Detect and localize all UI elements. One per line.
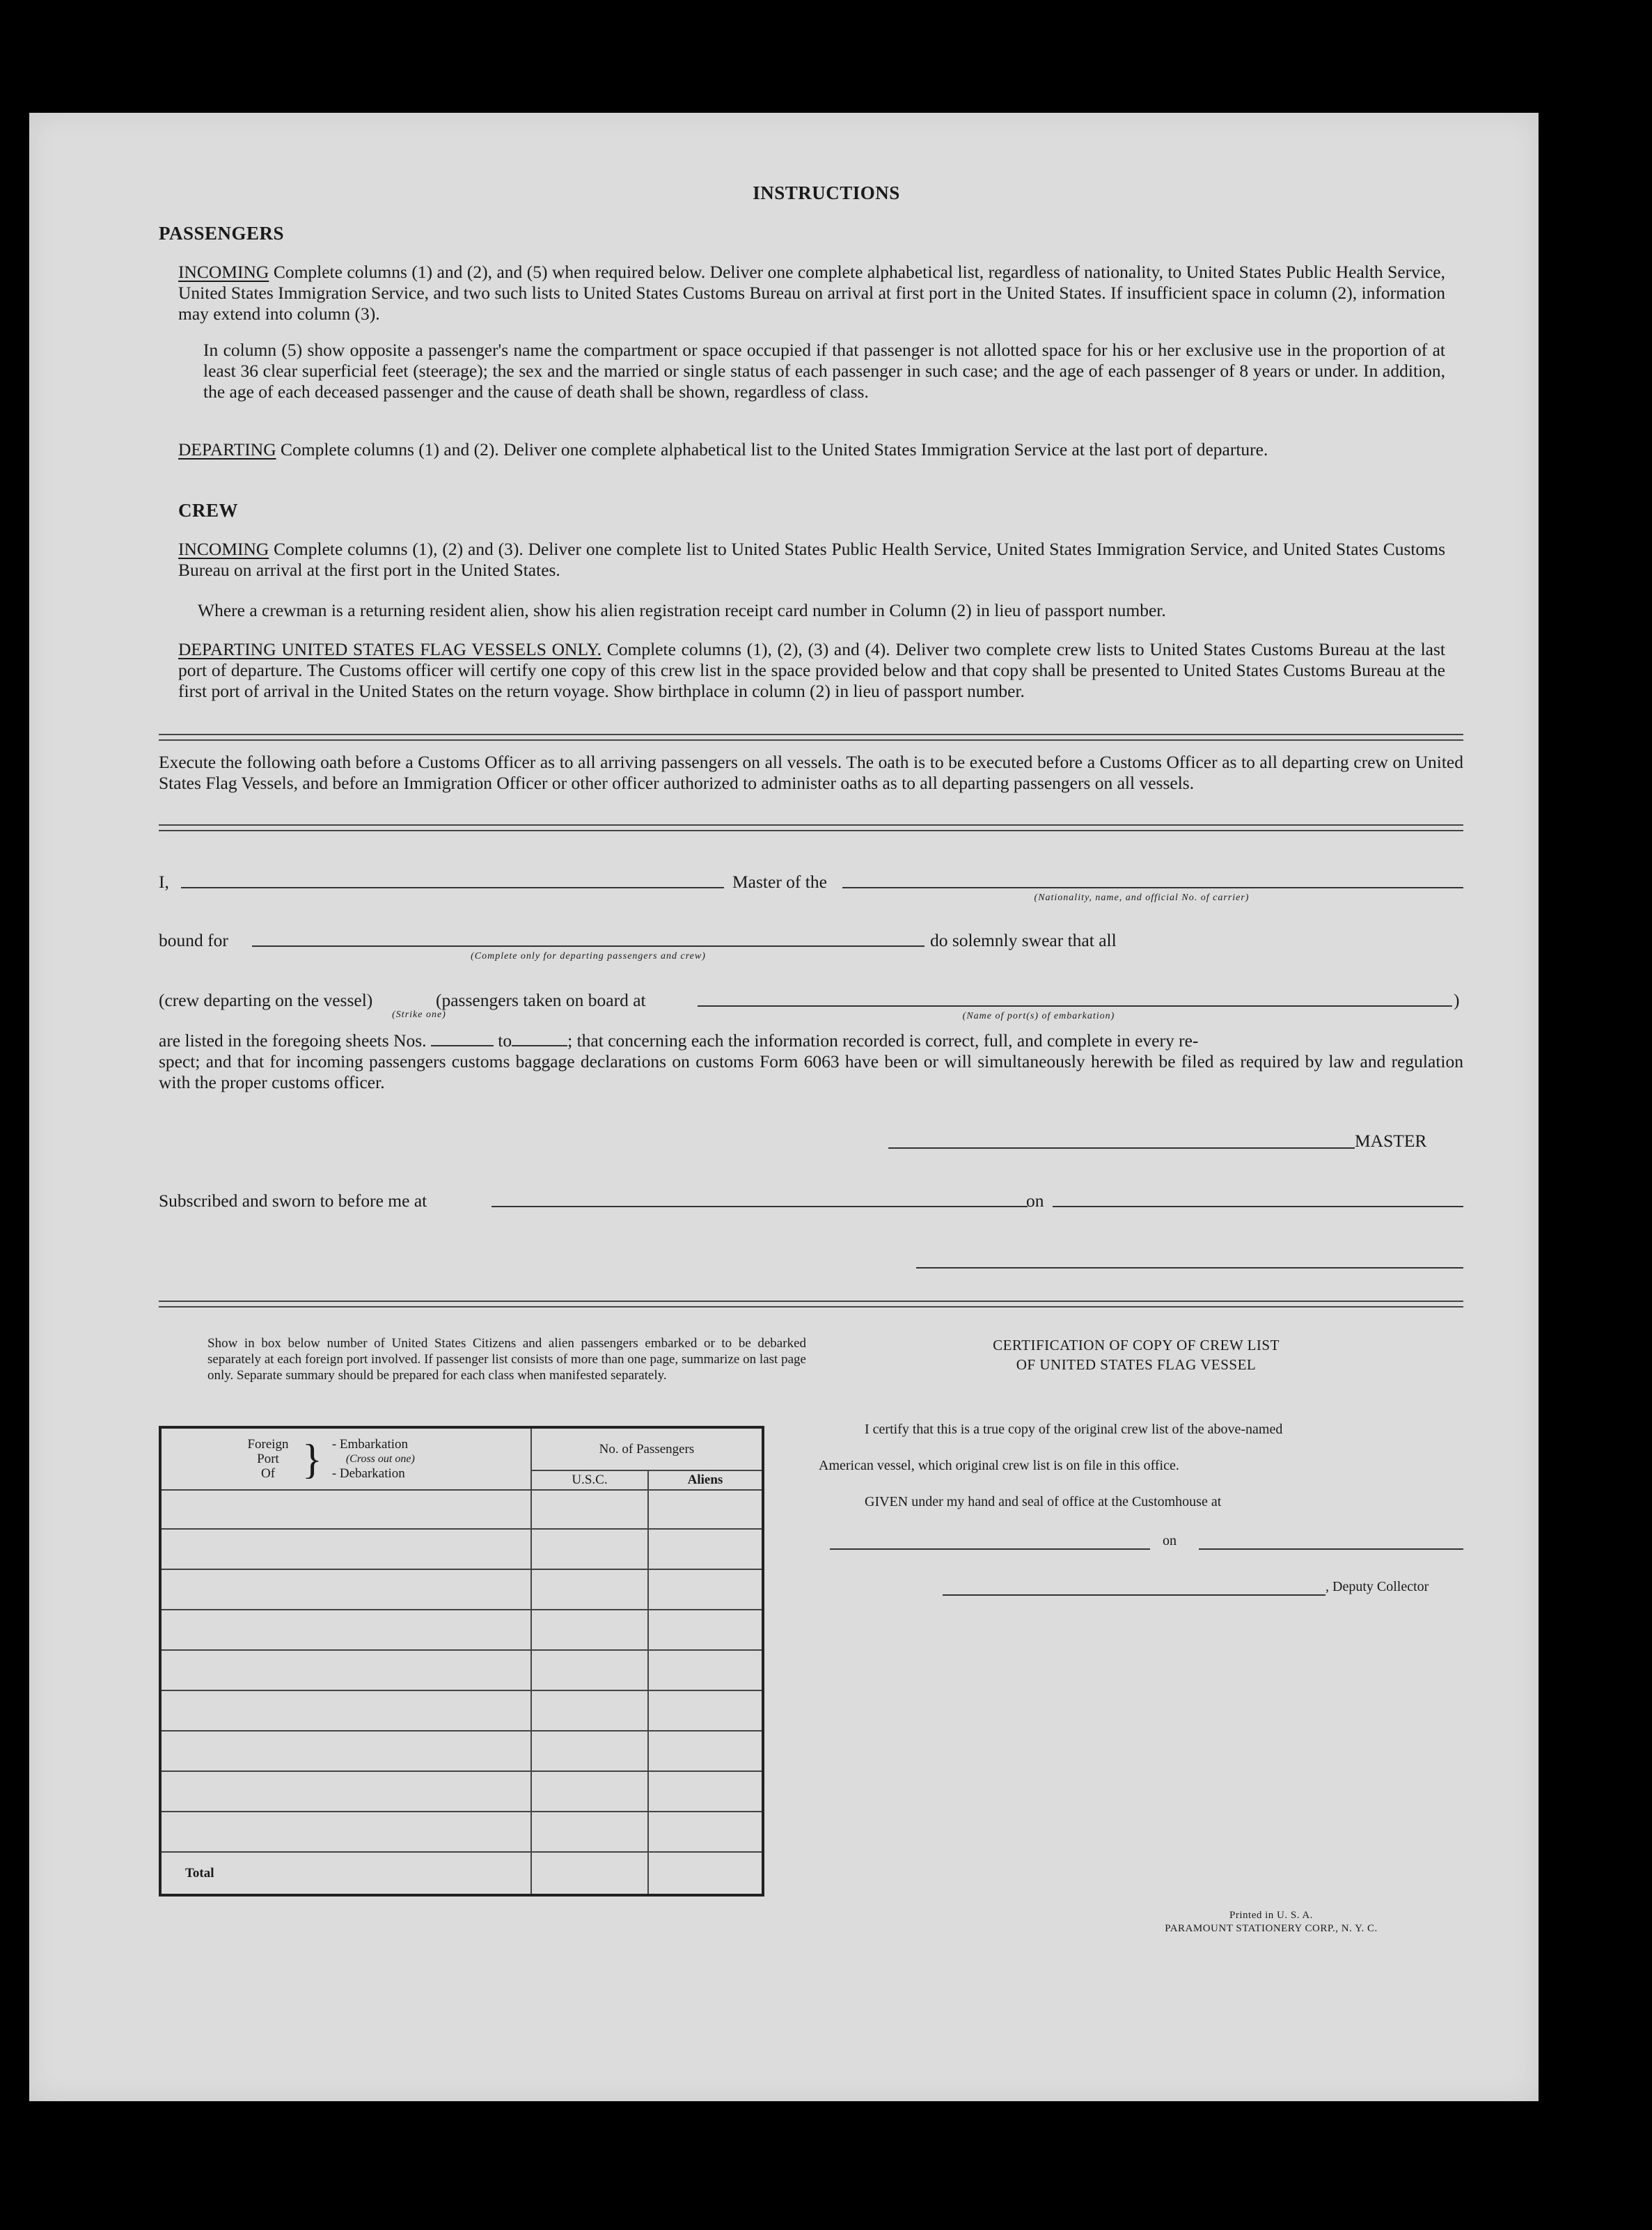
embarkation-ports-line[interactable] <box>698 1005 1452 1007</box>
brace: } <box>302 1436 322 1482</box>
bound-caption: (Complete only for departing passengers and crew) <box>471 951 706 961</box>
usc-cell[interactable] <box>531 1812 648 1852</box>
close-paren: ) <box>1454 990 1460 1010</box>
crew-resident-paragraph: Where a crewman is a returning resident alien, show his alien registration receipt card number in Column (2) in lieu of passport number. <box>198 600 1166 620</box>
certification-title <box>892 1335 1380 1374</box>
aliens-cell[interactable] <box>648 1650 763 1690</box>
cross-out-caption: (Cross out one) <box>345 1453 415 1465</box>
passengers-heading: PASSENGERS <box>159 223 285 244</box>
sheet-to-field[interactable] <box>512 1045 567 1046</box>
aliens-cell[interactable] <box>648 1731 763 1771</box>
certify-line1: I certify that this is a true copy of the original crew list of the above-named <box>865 1422 1283 1437</box>
master-of-label: Master of the <box>732 872 827 892</box>
officer-signature-line[interactable] <box>916 1267 1463 1269</box>
usc-cell[interactable] <box>531 1650 648 1690</box>
listed-rest: spect; and that for incoming passengers customs baggage declarations on customs Form 6063 have been or will simultaneously herewith be filed as required by law and regulation with the proper customs officer. <box>159 1051 1463 1092</box>
port-label: Port <box>257 1452 279 1466</box>
crew-departing-text: Complete columns (1), (2), (3) and (4). Deliver two complete crew lists to United States Customs Bureau at the last port of departure. The Customs officer will certify one copy of this crew list in the space provided below and that copy shall be presented to United States Customs Bureau at the first port of arrival in the United States on the return voyage. Show birthplace in column (2) in lieu of passport number. <box>178 639 1445 701</box>
aliens-cell[interactable] <box>648 1610 763 1650</box>
port-cell[interactable] <box>160 1529 531 1569</box>
carrier-caption: (Nationality, name, and official No. of carrier) <box>1034 893 1250 903</box>
aliens-cell[interactable] <box>648 1690 763 1731</box>
subscribed-on-label: on <box>1026 1191 1044 1211</box>
port-cell[interactable] <box>160 1650 531 1690</box>
usc-cell[interactable] <box>531 1529 648 1569</box>
aliens-header: Aliens <box>648 1470 763 1490</box>
crew-incoming-paragraph <box>178 539 1445 581</box>
total-label: Total <box>160 1852 531 1895</box>
listed-text-b: ; that concerning each the information recorded is correct, full, and complete in every re- <box>567 1030 1199 1051</box>
master-signature-line[interactable] <box>888 1147 1355 1149</box>
form-sheet <box>29 113 1539 2101</box>
oath-i-label: I, <box>159 872 169 892</box>
listed-line <box>159 1030 1463 1051</box>
given-text: GIVEN under my hand and seal of office at the Customhouse at <box>865 1494 1222 1509</box>
deputy-collector-label: , Deputy Collector <box>1325 1579 1429 1594</box>
foreign-label: Foreign <box>247 1437 289 1452</box>
divider <box>159 734 1463 741</box>
no-passengers-header: No. of Passengers <box>531 1427 763 1470</box>
aliens-cell[interactable] <box>648 1771 763 1812</box>
divider <box>159 1301 1463 1308</box>
usc-cell[interactable] <box>531 1569 648 1610</box>
subscribed-date-line[interactable] <box>1053 1206 1463 1207</box>
passengers-incoming-text: Complete columns (1) and (2), and (5) when required below. Deliver one complete alphabetical list, regardless of nationality, to United States Public Health Service, United States Immigration Service, and two such lists to United States Customs Bureau on arrival at first port in the United States. If insufficient space in column (2), information may extend into column (3). <box>178 262 1445 324</box>
certification-title-line1: CERTIFICATION OF COPY OF CREW LIST <box>993 1337 1280 1353</box>
printer-line2: PARAMOUNT STATIONERY CORP., N. Y. C. <box>1165 1923 1378 1934</box>
passengers-taken-option: (passengers taken on board at <box>436 990 646 1010</box>
port-cell[interactable] <box>160 1771 531 1812</box>
swear-text: do solemnly swear that all <box>930 930 1117 950</box>
crew-departing-paragraph <box>178 639 1445 702</box>
aliens-cell[interactable] <box>648 1490 763 1529</box>
certification-title-line2: OF UNITED STATES FLAG VESSEL <box>1016 1356 1257 1373</box>
printer-line1: Printed in U. S. A. <box>1229 1910 1313 1921</box>
bound-for-line[interactable] <box>252 945 925 947</box>
passengers-departing-label: DEPARTING <box>178 439 276 460</box>
certify-line2: American vessel, which original crew list is on file in this office. <box>819 1458 1179 1473</box>
port-cell[interactable] <box>160 1731 531 1771</box>
deputy-signature-line[interactable] <box>943 1594 1325 1596</box>
usc-cell[interactable] <box>531 1610 648 1650</box>
aliens-cell[interactable] <box>648 1529 763 1569</box>
customhouse-line[interactable] <box>830 1548 1150 1550</box>
master-label: MASTER <box>1355 1131 1427 1151</box>
port-cell[interactable] <box>160 1490 531 1529</box>
oath-intro: Execute the following oath before a Customs Officer as to all arriving passengers on all vessels. The oath is to be executed before a Customs Officer as to all departing crew on United States Flag Vessels, and before an Immigration Officer or other officer authorized to administer oaths as to all departing passengers on all vessels. <box>159 752 1463 793</box>
debarkation-option[interactable]: - Debarkation <box>331 1466 405 1481</box>
printer-imprint <box>1125 1909 1417 1935</box>
crew-departing-label: DEPARTING UNITED STATES FLAG VESSELS ONLY. <box>178 639 602 659</box>
crew-heading: CREW <box>178 500 239 521</box>
passengers-departing-paragraph <box>178 439 1445 460</box>
usc-cell[interactable] <box>531 1690 648 1731</box>
ports-caption: (Name of port(s) of embarkation) <box>962 1011 1115 1021</box>
carrier-line[interactable] <box>842 887 1463 888</box>
passengers-incoming-paragraph <box>178 262 1445 324</box>
column5-paragraph: In column (5) show opposite a passenger's name the compartment or space occupied if that passenger is not allotted space for his or her exclusive use in the proportion of at least 36 clear superficial feet (steerage); the sex and the married or single status of each passenger in such case; and the age of each passenger of 8 years or under. In addition, the age of each deceased passenger and the cause of death shall be shown, regardless of class. <box>203 340 1445 402</box>
instructions-title: INSTRUCTIONS <box>753 182 900 203</box>
divider <box>159 824 1463 831</box>
of-label: Of <box>260 1466 276 1481</box>
summary-instructions: Show in box below number of United States Citizens and alien passengers embarked or to be debarked separately at each foreign port involved. If passenger list consists of more than one page, summarize on last page only. Separate summary should be prepared for each class when manifested separately. <box>207 1336 806 1383</box>
listed-text-a: are listed in the foregoing sheets Nos. <box>159 1030 427 1051</box>
usc-cell[interactable] <box>531 1490 648 1529</box>
listed-to: to <box>498 1030 512 1051</box>
passenger-summary-table <box>159 1426 764 1897</box>
port-header <box>160 1427 531 1490</box>
usc-cell[interactable] <box>531 1731 648 1771</box>
subscribed-label: Subscribed and sworn to before me at <box>159 1191 427 1211</box>
aliens-total-cell[interactable] <box>648 1852 763 1895</box>
certification-on-label: on <box>1163 1533 1177 1548</box>
subscribed-place-line[interactable] <box>491 1206 1028 1207</box>
crew-incoming-label: INCOMING <box>178 539 269 559</box>
crew-departing-option: (crew departing on the vessel) <box>159 990 373 1010</box>
embarkation-option[interactable]: - Embarkation <box>331 1437 409 1452</box>
usc-header: U.S.C. <box>531 1470 648 1490</box>
bound-for-label: bound for <box>159 930 228 950</box>
passengers-incoming-label: INCOMING <box>178 262 269 282</box>
aliens-cell[interactable] <box>648 1812 763 1852</box>
passengers-departing-text: Complete columns (1) and (2). Deliver one complete alphabetical list to the United States Immigration Service at the last port of departure. <box>276 439 1268 460</box>
certification-date-line[interactable] <box>1199 1548 1463 1550</box>
port-cell[interactable] <box>160 1569 531 1610</box>
usc-total-cell[interactable] <box>531 1852 648 1895</box>
aliens-cell[interactable] <box>648 1569 763 1610</box>
port-cell[interactable] <box>160 1690 531 1731</box>
sheet-from-field[interactable] <box>431 1045 494 1046</box>
port-cell[interactable] <box>160 1610 531 1650</box>
strike-caption: (Strike one) <box>392 1010 446 1020</box>
usc-cell[interactable] <box>531 1771 648 1812</box>
port-cell[interactable] <box>160 1812 531 1852</box>
crew-incoming-text: Complete columns (1), (2) and (3). Deliver one complete list to United States Public Health Service, United States Immigration Service, and United States Customs Bureau on arrival at the first port in the United States. <box>178 539 1445 580</box>
master-name-line[interactable] <box>181 887 724 888</box>
